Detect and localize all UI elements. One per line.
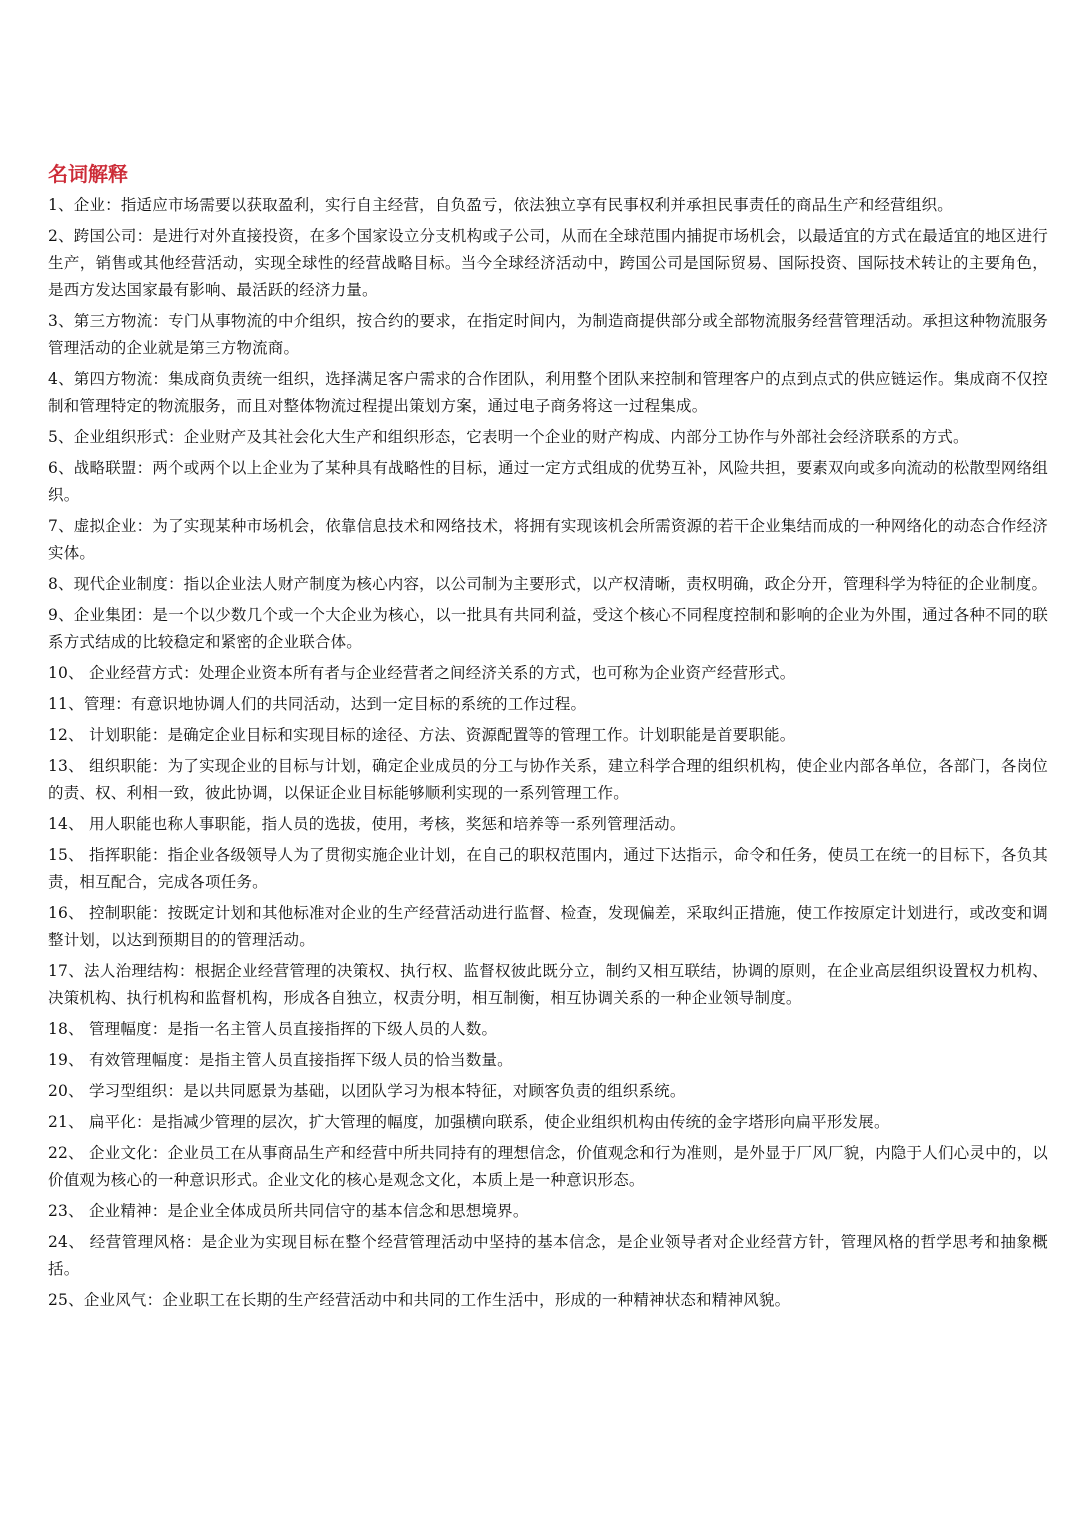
definition-entry: 25、企业风气：企业职工在长期的生产经营活动中和共同的工作生活中，形成的一种精神状态和精神风貌。 <box>48 1291 791 1309</box>
definition-entry: 19、 有效管理幅度：是指主管人员直接指挥下级人员的恰当数量。 <box>48 1051 513 1069</box>
document-page <box>48 160 1048 1318</box>
definition-entry: 21、 扁平化：是指减少管理的层次，扩大管理的幅度，加强横向联系，使企业组织机构由传统的金字塔形向扁平形发展。 <box>48 1113 890 1131</box>
definition-entry: 9、企业集团：是一个以少数几个或一个大企业为核心，以一批具有共同利益，受这个核心不同程度控制和影响的企业为外围，通过各种不同的联系方式结成的比较稳定和紧密的企业联合体。 <box>48 606 1048 651</box>
definition-entry: 8、现代企业制度：指以企业法人财产制度为核心内容，以公司制为主要形式，以产权清晰，责权明确，政企分开，管理科学为特征的企业制度。 <box>48 575 1048 593</box>
definition-entry: 1、企业：指适应市场需要以获取盈利，实行自主经营，自负盈亏，依法独立享有民事权利并承担民事责任的商品生产和经营组织。 <box>48 196 953 214</box>
definition-entry: 12、 计划职能：是确定企业目标和实现目标的途径、方法、资源配置等的管理工作。计划职能是首要职能。 <box>48 726 796 744</box>
definition-entry: 10、 企业经营方式：处理企业资本所有者与企业经营者之间经济关系的方式，也可称为企业资产经营形式。 <box>48 664 796 682</box>
definition-entry: 18、 管理幅度：是指一名主管人员直接指挥的下级人员的人数。 <box>48 1020 498 1038</box>
definition-entry: 5、企业组织形式：企业财产及其社会化大生产和组织形态，它表明一个企业的财产构成、内部分工协作与外部社会经济联系的方式。 <box>48 428 969 446</box>
definition-entry: 24、 经营管理风格：是企业为实现目标在整个经营管理活动中坚持的基本信念，是企业领导者对企业经营方针，管理风格的哲学思考和抽象概括。 <box>48 1233 1048 1278</box>
definition-entry: 4、第四方物流：集成商负责统一组织，选择满足客户需求的合作团队，利用整个团队来控制和管理客户的点到点式的供应链运作。集成商不仅控制和管理特定的物流服务，而且对整体物流过程提出策划方案，通过电子商务将这一过程集成。 <box>48 370 1048 415</box>
definition-entry: 11、管理：有意识地协调人们的共同活动，达到一定目标的系统的工作过程。 <box>48 695 587 713</box>
definition-list <box>48 192 1048 1314</box>
definition-entry: 7、虚拟企业：为了实现某种市场机会，依靠信息技术和网络技术，将拥有实现该机会所需资源的若干企业集结而成的一种网络化的动态合作经济实体。 <box>48 517 1048 562</box>
definition-entry: 6、战略联盟：两个或两个以上企业为了某种具有战略性的目标，通过一定方式组成的优势互补，风险共担，要素双向或多向流动的松散型网络组织。 <box>48 459 1048 504</box>
definition-entry: 23、 企业精神：是企业全体成员所共同信守的基本信念和思想境界。 <box>48 1202 529 1220</box>
definition-entry: 3、第三方物流：专门从事物流的中介组织，按合约的要求，在指定时间内，为制造商提供部分或全部物流服务经营管理活动。承担这种物流服务管理活动的企业就是第三方物流商。 <box>48 312 1048 357</box>
section-heading: 名词解释 <box>48 162 128 186</box>
definition-entry: 17、法人治理结构：根据企业经营管理的决策权、执行权、监督权彼此既分立，制约又相互联结，协调的原则，在企业高层组织设置权力机构、决策机构、执行机构和监督机构，形成各自独立，权责分明，相互制衡，相互协调关系的一种企业领导制度。 <box>48 962 1048 1007</box>
definition-entry: 22、 企业文化：企业员工在从事商品生产和经营中所共同持有的理想信念，价值观念和行为准则，是外显于厂风厂貌，内隐于人们心灵中的，以价值观为核心的一种意识形式。企业文化的核心是观念文化，本质上是一种意识形态。 <box>48 1144 1048 1189</box>
definition-entry: 13、 组织职能：为了实现企业的目标与计划，确定企业成员的分工与协作关系，建立科学合理的组织机构，使企业内部各单位，各部门，各岗位的责、权、利相一致，彼此协调，以保证企业目标能够顺利实现的一系列管理工作。 <box>48 757 1048 802</box>
definition-entry: 16、 控制职能：按既定计划和其他标准对企业的生产经营活动进行监督、检查，发现偏差，采取纠正措施，使工作按原定计划进行，或改变和调整计划，以达到预期目的的管理活动。 <box>48 904 1048 949</box>
definition-entry: 14、 用人职能也称人事职能，指人员的选拔，使用，考核，奖惩和培养等一系列管理活动。 <box>48 815 686 833</box>
definition-entry: 2、跨国公司：是进行对外直接投资，在多个国家设立分支机构或子公司，从而在全球范围内捕捉市场机会，以最适宜的方式在最适宜的地区进行生产，销售或其他经营活动，实现全球性的经营战略目标。当今全球经济活动中，跨国公司是国际贸易、国际投资、国际技术转让的主要角色，是西方发达国家最有影响、最活跃的经济力量。 <box>48 227 1048 299</box>
definition-entry: 20、 学习型组织：是以共同愿景为基础，以团队学习为根本特征，对顾客负责的组织系统。 <box>48 1082 686 1100</box>
definition-entry: 15、 指挥职能：指企业各级领导人为了贯彻实施企业计划，在自己的职权范围内，通过下达指示，命令和任务，使员工在统一的目标下，各负其责，相互配合，完成各项任务。 <box>48 846 1048 891</box>
